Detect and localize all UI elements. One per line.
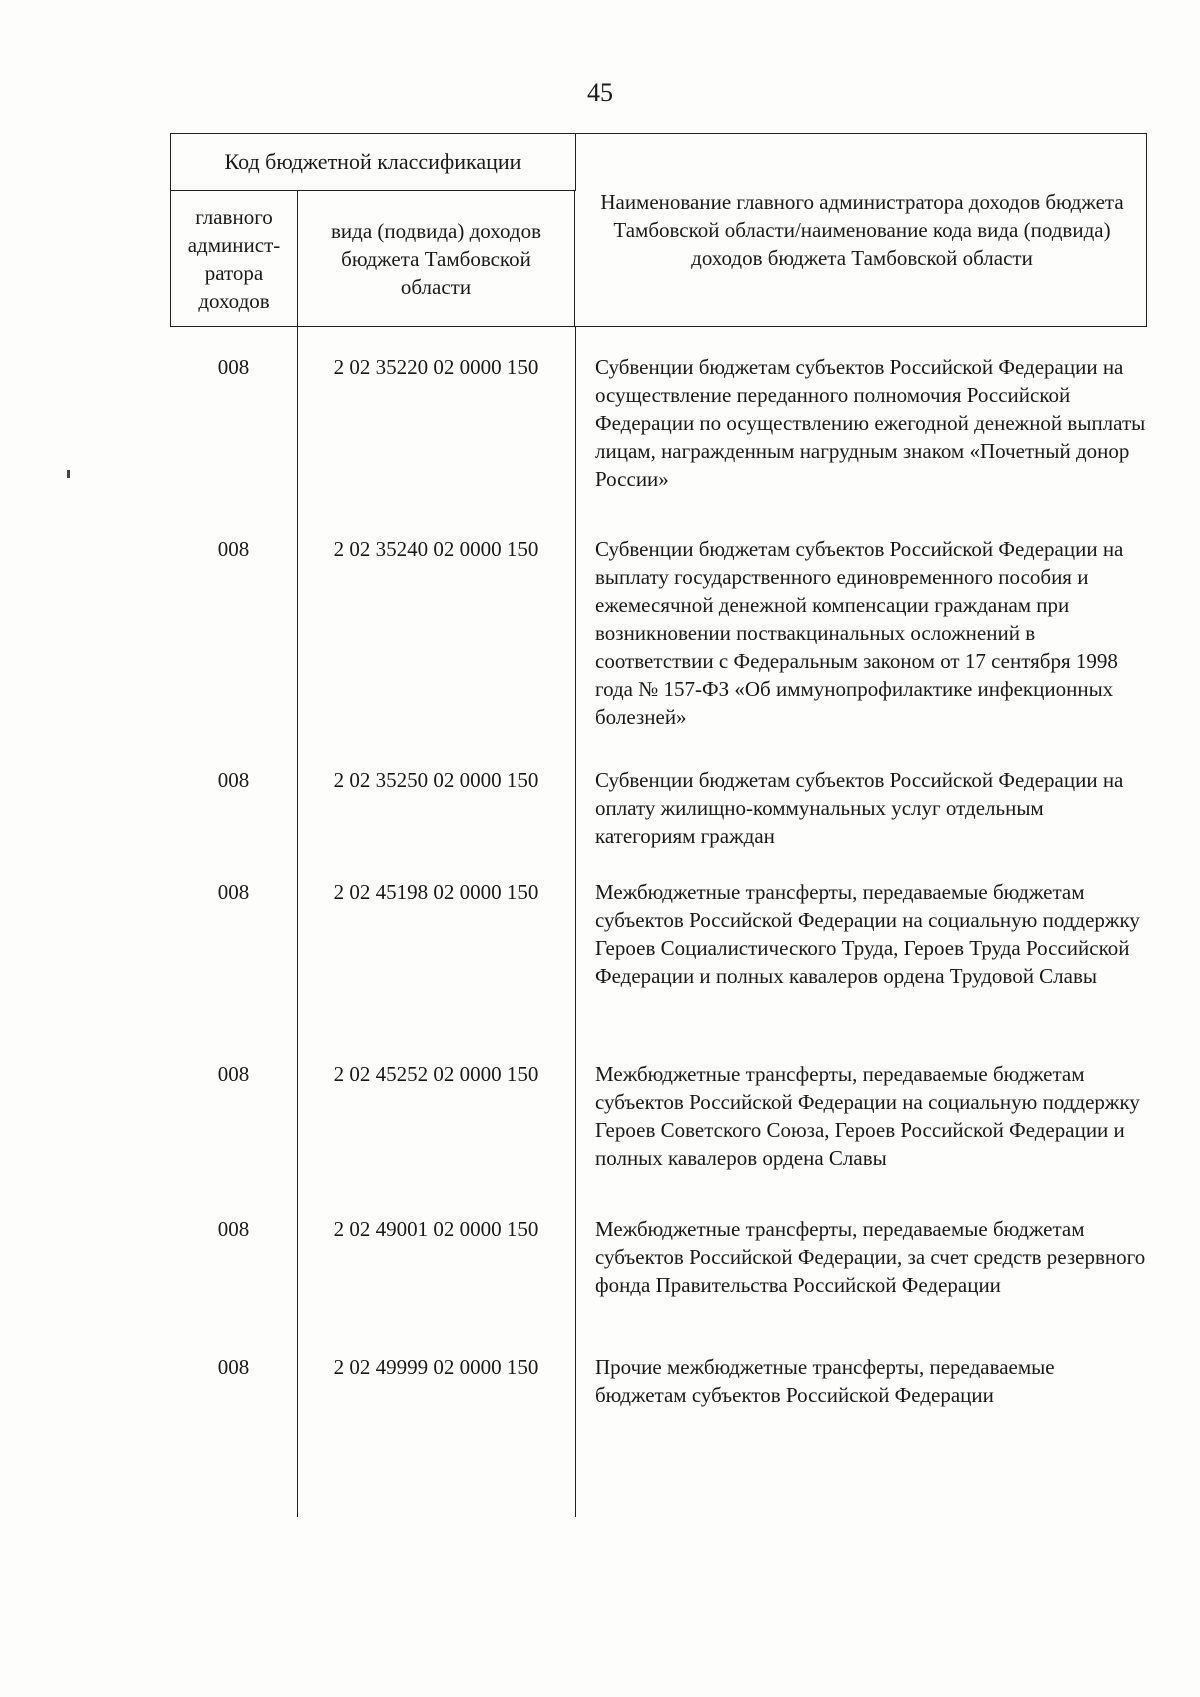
table-row (170, 1353, 1147, 1463)
admin-code-cell: 008 (217, 1355, 250, 1379)
header-income-type-code: вида (подвида) доходов бюджета Тамбовской области (298, 191, 575, 326)
header-group-budget-code: Код бюджетной классификации (171, 134, 576, 191)
admin-code-cell: 008 (217, 1217, 250, 1241)
table-row (170, 1060, 1147, 1215)
table-row (170, 535, 1147, 766)
name-cell: Субвенции бюджетам субъектов Российской Федерации на осуществление переданного полномочия Российской Федерации по осуществлению ежегодной денежной выплаты лицам, награжденным нагрудным знаком «Почетный донор России» (595, 355, 1146, 491)
column-divider-1 (297, 327, 298, 1517)
page-number: 45 (587, 78, 613, 107)
name-cell: Межбюджетные трансферты, передаваемые бюджетам субъектов Российской Федерации, за счет средств резервного фонда Правительства Российской Федерации (595, 1217, 1146, 1297)
income-code-cell: 2 02 49999 02 0000 150 (333, 1355, 539, 1379)
header-name: Наименование главного администратора доходов бюджета Тамбовской области/наименование кода вида (подвида) доходов бюджета Тамбовской области (600, 190, 1124, 270)
name-cell: Субвенции бюджетам субъектов Российской Федерации на выплату государственного единовременного пособия и ежемесячной денежной компенсации гражданам при возникновении поствакцинальных осложнений в соответствии с Федеральным законом от 17 сентября 1998 года № 157-ФЗ «Об иммунопрофилактике инфекционных болезней» (595, 537, 1124, 729)
table-header (170, 133, 1147, 327)
table-row (170, 1215, 1147, 1353)
admin-code-cell: 008 (217, 1062, 250, 1086)
table-row (170, 878, 1147, 1060)
name-cell: Межбюджетные трансферты, передаваемые бюджетам субъектов Российской Федерации на социальную поддержку Героев Социалистического Труда, Героев Труда Российской Федерации и полных кавалеров ордена Трудовой Славы (595, 880, 1140, 988)
name-cell: Субвенции бюджетам субъектов Российской Федерации на оплату жилищно-коммунальных услуг отдельным категориям граждан (595, 768, 1124, 848)
admin-code-cell: 008 (217, 355, 250, 379)
table-row (170, 327, 1147, 535)
budget-classification-table (170, 133, 1147, 1463)
header-admin-code: главного админист-ратора доходов (171, 191, 298, 326)
column-divider-2 (575, 327, 576, 1517)
income-code-cell: 2 02 45198 02 0000 150 (333, 880, 539, 904)
table-body (170, 327, 1147, 1463)
income-code-cell: 2 02 35220 02 0000 150 (333, 355, 539, 379)
income-code-cell: 2 02 45252 02 0000 150 (333, 1062, 539, 1086)
admin-code-cell: 008 (217, 880, 250, 904)
admin-code-cell: 008 (217, 768, 250, 792)
table-row (170, 766, 1147, 878)
name-cell: Прочие межбюджетные трансферты, передаваемые бюджетам субъектов Российской Федерации (595, 1355, 1055, 1407)
name-cell: Межбюджетные трансферты, передаваемые бюджетам субъектов Российской Федерации на социальную поддержку Героев Советского Союза, Героев Российской Федерации и полных кавалеров ордена Славы (595, 1062, 1140, 1170)
income-code-cell: 2 02 35240 02 0000 150 (333, 537, 539, 561)
income-code-cell: 2 02 49001 02 0000 150 (333, 1217, 539, 1241)
admin-code-cell: 008 (217, 537, 250, 561)
scan-speck (67, 470, 70, 478)
income-code-cell: 2 02 35250 02 0000 150 (333, 768, 539, 792)
